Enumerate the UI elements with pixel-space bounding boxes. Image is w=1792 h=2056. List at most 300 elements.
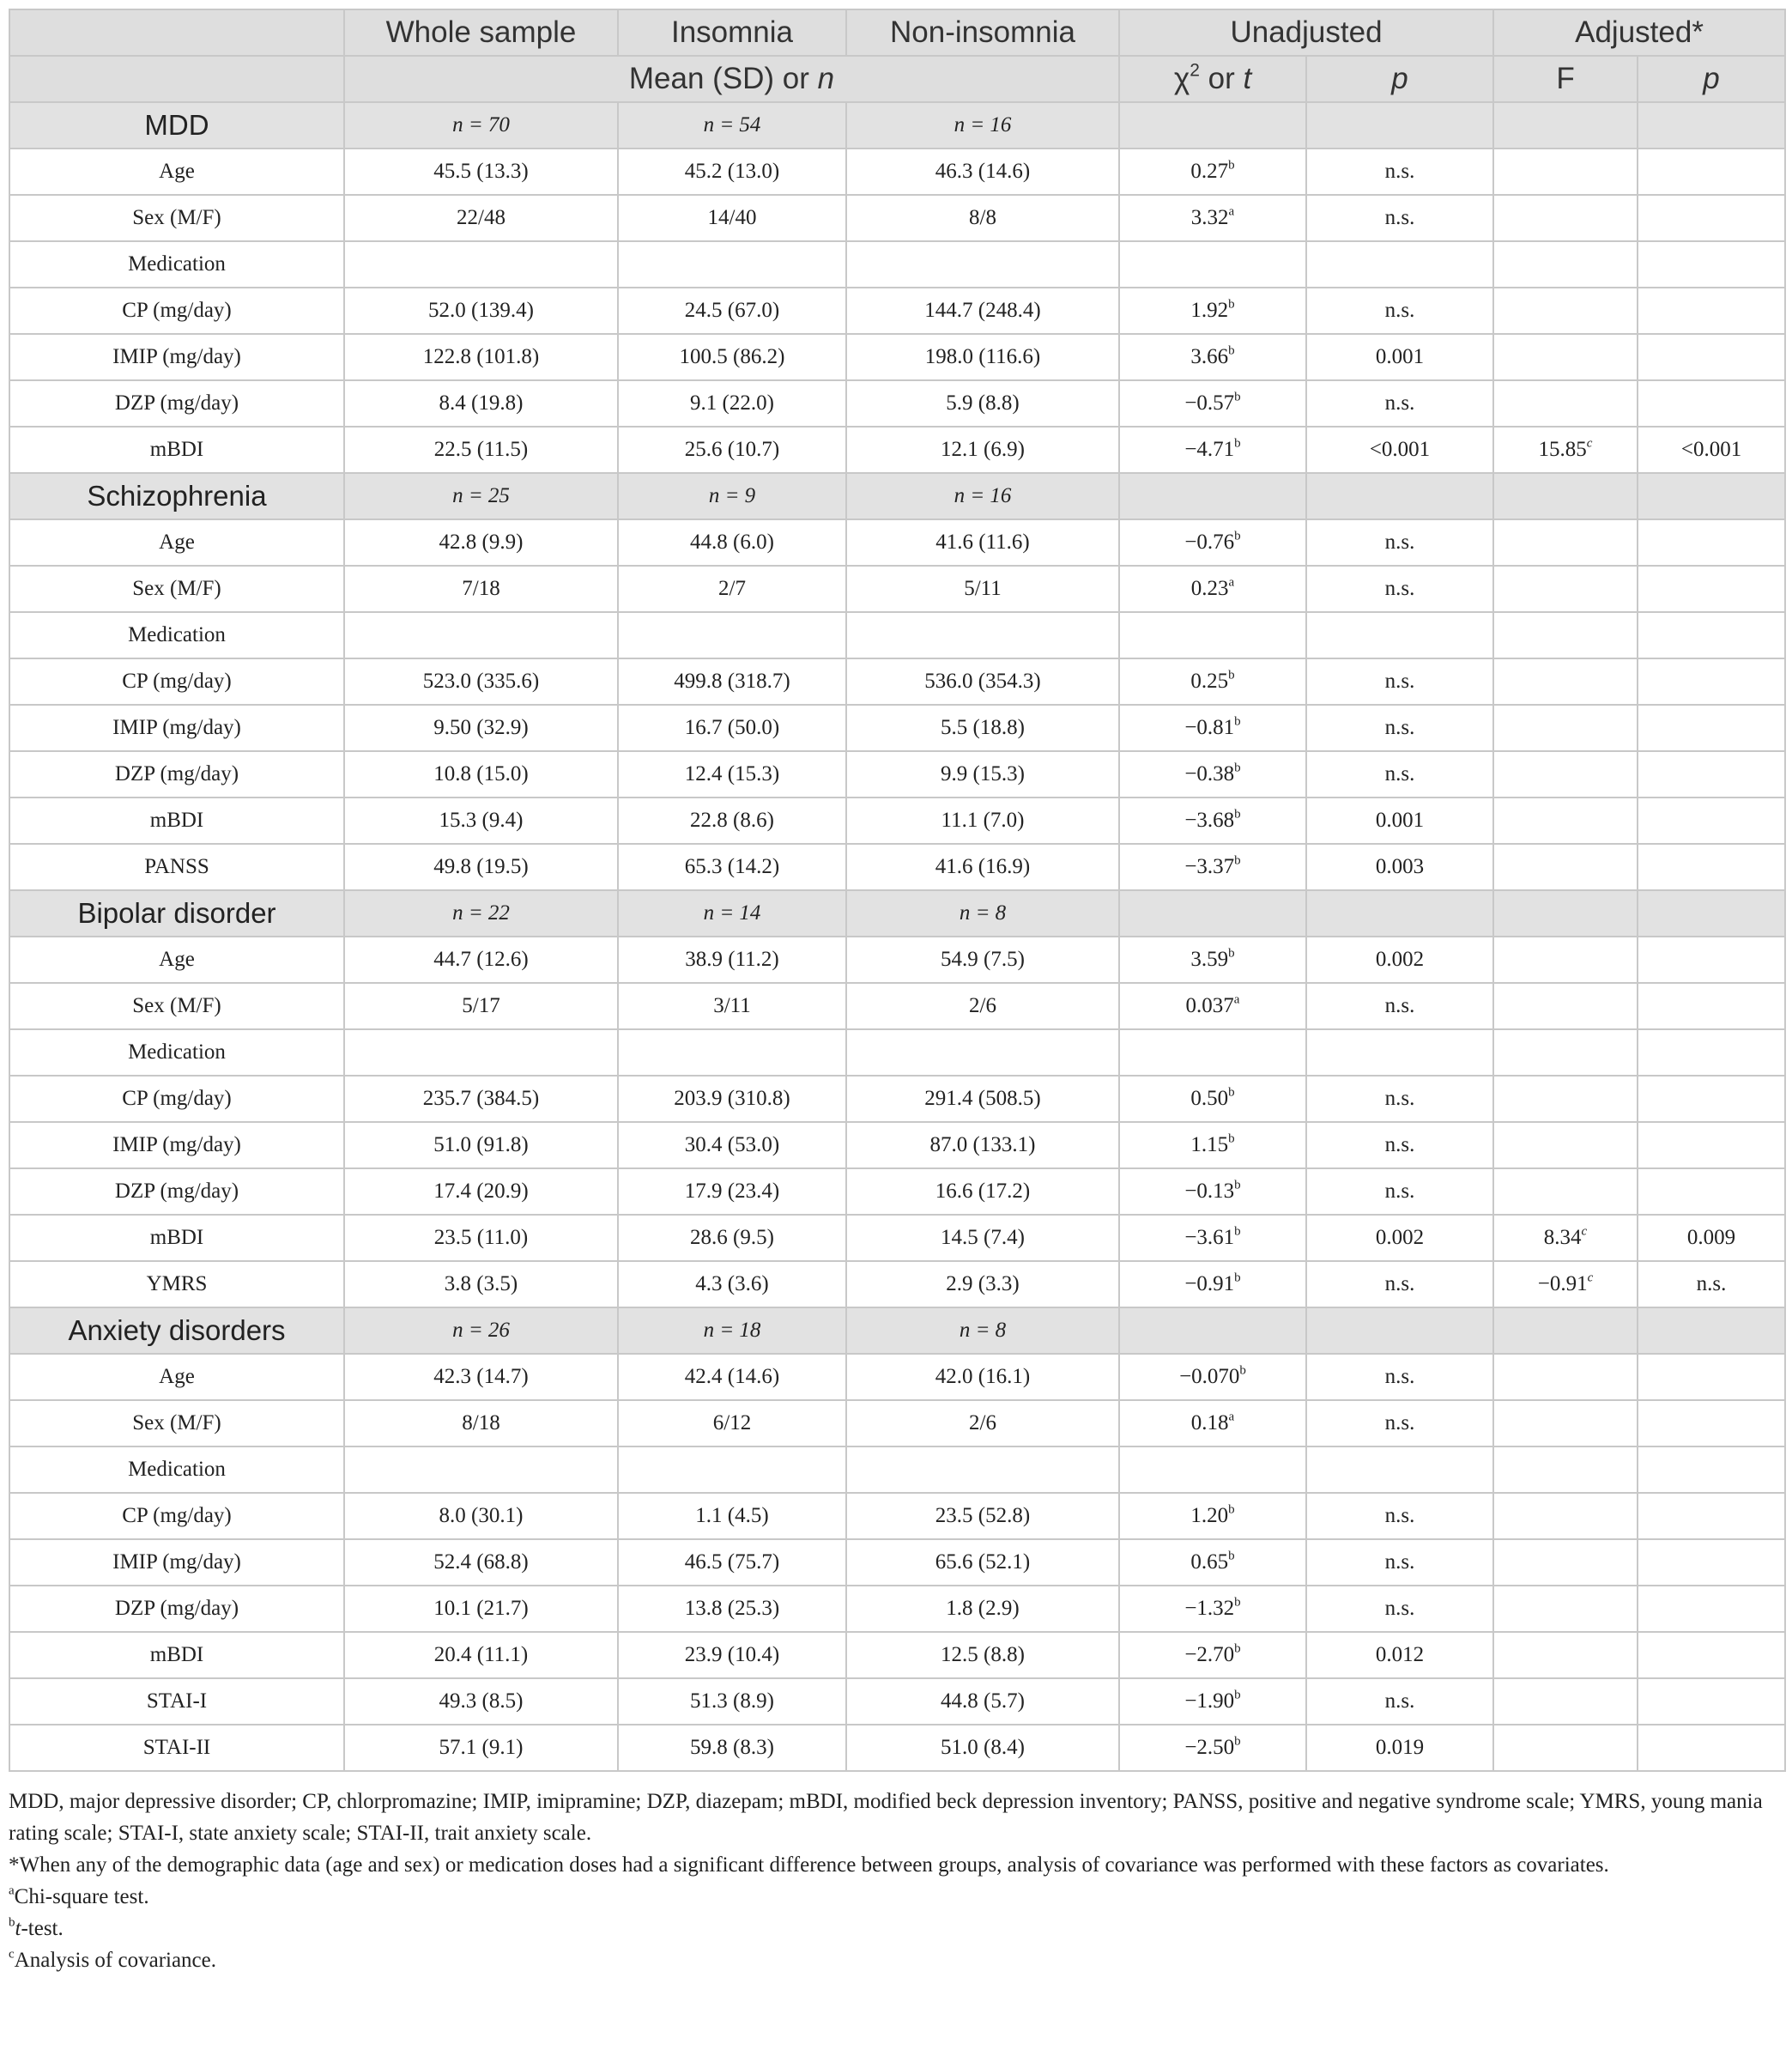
stat-marker: a — [1228, 575, 1235, 590]
p-adjusted-cell — [1638, 1678, 1785, 1725]
value-cell: 4.3 (3.6) — [618, 1261, 846, 1307]
empty-cell — [1306, 473, 1493, 519]
table-row — [9, 751, 1785, 798]
stat-value: −0.76 — [1184, 531, 1235, 554]
footnote-a-text: Chi-square test. — [14, 1885, 149, 1908]
row-label: CP (mg/day) — [9, 1493, 344, 1539]
stat-marker: b — [1234, 807, 1241, 822]
section-n: n = 14 — [703, 901, 761, 925]
row-label: STAI-II — [9, 1725, 344, 1771]
stat-cell — [1119, 1493, 1306, 1539]
stat-value: 0.50 — [1190, 1087, 1229, 1110]
table-row — [9, 380, 1785, 427]
p-adjusted-cell — [1638, 288, 1785, 334]
row-label: Age — [9, 149, 344, 195]
stat-value: 0.25 — [1190, 670, 1229, 693]
row-label: Age — [9, 937, 344, 983]
section-n: n = 54 — [703, 113, 761, 136]
header-p-adjusted — [1638, 56, 1785, 102]
results-table — [9, 9, 1786, 1772]
stat-marker: a — [1233, 992, 1240, 1007]
p-adjusted-cell — [1638, 1725, 1785, 1771]
stat-cell — [1119, 1446, 1306, 1493]
f-marker — [1588, 1271, 1594, 1285]
stat-value: −0.13 — [1184, 1180, 1235, 1203]
table-row — [9, 427, 1785, 473]
stat-marker: b — [1228, 668, 1235, 682]
p-adjusted-cell — [1638, 195, 1785, 241]
table-row — [9, 566, 1785, 612]
p-adjusted-cell — [1638, 1493, 1785, 1539]
p-cell: n.s. — [1306, 566, 1493, 612]
row-label: Sex (M/F) — [9, 195, 344, 241]
p-adjusted-cell — [1638, 798, 1785, 844]
value-cell: 41.6 (11.6) — [846, 519, 1119, 566]
row-label: mBDI — [9, 798, 344, 844]
p-adjusted-cell — [1638, 1539, 1785, 1586]
value-cell: 291.4 (508.5) — [846, 1076, 1119, 1122]
empty-cell — [1119, 890, 1306, 937]
value-cell: 16.6 (17.2) — [846, 1168, 1119, 1215]
p-adjusted-cell — [1638, 751, 1785, 798]
row-label: Medication — [9, 612, 344, 658]
footnote-b-text: -test. — [21, 1917, 64, 1940]
row-label: DZP (mg/day) — [9, 1586, 344, 1632]
stat-marker: b — [1234, 714, 1241, 729]
p-cell — [1306, 241, 1493, 288]
header-whole-sample: Whole sample — [344, 9, 618, 56]
p-cell: n.s. — [1306, 983, 1493, 1029]
header-chi-sup: 2 — [1190, 60, 1200, 81]
empty-cell — [1119, 102, 1306, 149]
stat-marker: b — [1239, 1363, 1246, 1378]
f-marker — [1582, 1225, 1588, 1239]
value-cell: 44.8 (6.0) — [618, 519, 846, 566]
stat-cell — [1119, 844, 1306, 890]
value-cell: 11.1 (7.0) — [846, 798, 1119, 844]
value-cell — [344, 612, 618, 658]
f-cell — [1493, 1725, 1638, 1771]
f-value: 15.85 — [1538, 438, 1587, 461]
f-cell — [1493, 1400, 1638, 1446]
table-row — [9, 1493, 1785, 1539]
f-cell — [1493, 1168, 1638, 1215]
f-cell — [1493, 380, 1638, 427]
stat-value: −1.90 — [1184, 1689, 1235, 1713]
p-cell: 0.012 — [1306, 1632, 1493, 1678]
header-adjusted: Adjusted* — [1493, 9, 1785, 56]
section-row — [9, 1307, 1785, 1354]
section-n-cell — [846, 102, 1119, 149]
value-cell: 100.5 (86.2) — [618, 334, 846, 380]
table-row — [9, 519, 1785, 566]
value-cell — [618, 1446, 846, 1493]
row-label: mBDI — [9, 427, 344, 473]
f-cell — [1493, 983, 1638, 1029]
value-cell: 65.3 (14.2) — [618, 844, 846, 890]
stat-cell — [1119, 1261, 1306, 1307]
table-row — [9, 1725, 1785, 1771]
empty-cell — [1493, 102, 1638, 149]
f-cell — [1493, 1261, 1638, 1307]
value-cell: 523.0 (335.6) — [344, 658, 618, 705]
value-cell: 20.4 (11.1) — [344, 1632, 618, 1678]
section-n-cell — [344, 102, 618, 149]
f-cell — [1493, 1076, 1638, 1122]
section-n-cell — [618, 1307, 846, 1354]
value-cell: 45.2 (13.0) — [618, 149, 846, 195]
stat-cell — [1119, 937, 1306, 983]
table-row — [9, 983, 1785, 1029]
f-cell — [1493, 519, 1638, 566]
value-cell — [846, 1446, 1119, 1493]
section-n: n = 16 — [954, 113, 1012, 136]
value-cell: 44.7 (12.6) — [344, 937, 618, 983]
stat-marker: b — [1234, 1641, 1241, 1656]
stat-value: 3.59 — [1190, 948, 1229, 971]
header-row-2 — [9, 56, 1785, 102]
value-cell — [846, 241, 1119, 288]
table-row — [9, 1029, 1785, 1076]
p-cell: n.s. — [1306, 658, 1493, 705]
value-cell: 51.0 (91.8) — [344, 1122, 618, 1168]
table-row — [9, 1354, 1785, 1400]
table-row — [9, 612, 1785, 658]
stat-marker: b — [1234, 1224, 1241, 1239]
value-cell: 3/11 — [618, 983, 846, 1029]
f-cell — [1493, 1354, 1638, 1400]
p-cell — [1306, 1029, 1493, 1076]
value-cell — [846, 612, 1119, 658]
f-cell — [1493, 149, 1638, 195]
value-cell — [344, 1029, 618, 1076]
p-adjusted-cell — [1638, 334, 1785, 380]
value-cell: 42.3 (14.7) — [344, 1354, 618, 1400]
header-p-unadjusted — [1306, 56, 1493, 102]
table-row — [9, 705, 1785, 751]
value-cell: 87.0 (133.1) — [846, 1122, 1119, 1168]
footnote-c-mark: c — [9, 1947, 15, 1962]
p-adjusted-cell — [1638, 1168, 1785, 1215]
table-row — [9, 1632, 1785, 1678]
stat-value: 1.15 — [1190, 1133, 1229, 1156]
section-n: n = 9 — [708, 484, 756, 507]
table-row — [9, 149, 1785, 195]
p-cell: 0.001 — [1306, 798, 1493, 844]
row-label: mBDI — [9, 1632, 344, 1678]
header-chi: χ — [1173, 62, 1190, 95]
stat-marker: a — [1228, 1410, 1235, 1424]
value-cell: 2.9 (3.3) — [846, 1261, 1119, 1307]
header-mean-text: Mean (SD) or — [628, 62, 818, 95]
stat-value: 3.32 — [1190, 206, 1229, 229]
table-row — [9, 334, 1785, 380]
p-cell: n.s. — [1306, 1400, 1493, 1446]
stat-marker: a — [1228, 204, 1235, 219]
stat-value: −3.37 — [1184, 855, 1235, 878]
table-body — [9, 102, 1785, 1771]
f-cell — [1493, 1122, 1638, 1168]
p-cell: n.s. — [1306, 1493, 1493, 1539]
row-label: IMIP (mg/day) — [9, 1539, 344, 1586]
p-cell: n.s. — [1306, 1678, 1493, 1725]
value-cell: 52.4 (68.8) — [344, 1539, 618, 1586]
section-title: MDD — [9, 102, 344, 149]
stat-marker: b — [1228, 297, 1235, 312]
footnote-b — [9, 1913, 1784, 1944]
stat-cell — [1119, 1029, 1306, 1076]
value-cell: 16.7 (50.0) — [618, 705, 846, 751]
value-cell: 44.8 (5.7) — [846, 1678, 1119, 1725]
header-mean-n: n — [817, 62, 835, 95]
stat-cell — [1119, 798, 1306, 844]
header-chi-or: or — [1199, 62, 1244, 95]
value-cell: 51.0 (8.4) — [846, 1725, 1119, 1771]
stat-marker: b — [1228, 1502, 1235, 1517]
f-marker-text: c — [1581, 1224, 1588, 1239]
section-n: n = 8 — [959, 1319, 1007, 1342]
value-cell: 14/40 — [618, 195, 846, 241]
row-label: DZP (mg/day) — [9, 1168, 344, 1215]
table-row — [9, 1122, 1785, 1168]
f-cell — [1493, 798, 1638, 844]
value-cell — [344, 241, 618, 288]
header-p-adjusted-text: p — [1703, 62, 1720, 95]
p-cell: n.s. — [1306, 705, 1493, 751]
section-row — [9, 473, 1785, 519]
f-marker — [1587, 437, 1593, 451]
f-cell — [1493, 241, 1638, 288]
table-row — [9, 1400, 1785, 1446]
stat-value: 3.66 — [1190, 345, 1229, 368]
p-adjusted-cell — [1638, 566, 1785, 612]
header-insomnia: Insomnia — [618, 9, 846, 56]
stat-value: 1.92 — [1190, 299, 1229, 322]
p-cell — [1306, 612, 1493, 658]
value-cell: 2/6 — [846, 983, 1119, 1029]
row-label: Medication — [9, 1029, 344, 1076]
stat-value: 1.20 — [1190, 1504, 1229, 1527]
stat-marker: b — [1234, 761, 1241, 775]
table-row — [9, 241, 1785, 288]
value-cell: 23.9 (10.4) — [618, 1632, 846, 1678]
value-cell: 65.6 (52.1) — [846, 1539, 1119, 1586]
value-cell: 51.3 (8.9) — [618, 1678, 846, 1725]
p-cell: 0.003 — [1306, 844, 1493, 890]
value-cell — [618, 241, 846, 288]
section-n-cell — [846, 1307, 1119, 1354]
empty-cell — [1638, 1307, 1785, 1354]
table-footnotes — [9, 1786, 1784, 1976]
value-cell: 59.8 (8.3) — [618, 1725, 846, 1771]
value-cell: 54.9 (7.5) — [846, 937, 1119, 983]
value-cell: 198.0 (116.6) — [846, 334, 1119, 380]
p-cell: n.s. — [1306, 380, 1493, 427]
stat-value: 0.23 — [1190, 577, 1229, 600]
value-cell: 1.8 (2.9) — [846, 1586, 1119, 1632]
empty-cell — [1493, 890, 1638, 937]
p-cell — [1306, 1446, 1493, 1493]
row-label: Medication — [9, 241, 344, 288]
stat-marker: b — [1234, 1595, 1241, 1610]
p-cell: 0.002 — [1306, 937, 1493, 983]
value-cell: 23.5 (11.0) — [344, 1215, 618, 1261]
f-cell — [1493, 705, 1638, 751]
f-cell — [1493, 1632, 1638, 1678]
value-cell: 46.3 (14.6) — [846, 149, 1119, 195]
empty-cell — [1493, 1307, 1638, 1354]
value-cell: 499.8 (318.7) — [618, 658, 846, 705]
table-row — [9, 844, 1785, 890]
p-adjusted-cell — [1638, 380, 1785, 427]
section-n: n = 25 — [452, 484, 510, 507]
table-row — [9, 1678, 1785, 1725]
p-adjusted-cell — [1638, 983, 1785, 1029]
section-n: n = 70 — [452, 113, 510, 136]
value-cell: 57.1 (9.1) — [344, 1725, 618, 1771]
section-n: n = 22 — [452, 901, 510, 925]
stat-marker: b — [1234, 1178, 1241, 1192]
value-cell: 536.0 (354.3) — [846, 658, 1119, 705]
value-cell: 14.5 (7.4) — [846, 1215, 1119, 1261]
stat-cell — [1119, 380, 1306, 427]
header-f: F — [1493, 56, 1638, 102]
value-cell: 22/48 — [344, 195, 618, 241]
row-label: CP (mg/day) — [9, 658, 344, 705]
stat-value: −2.70 — [1184, 1643, 1235, 1666]
p-cell: 0.001 — [1306, 334, 1493, 380]
empty-cell — [1493, 473, 1638, 519]
value-cell: 17.9 (23.4) — [618, 1168, 846, 1215]
empty-cell — [1119, 1307, 1306, 1354]
section-n-cell — [344, 1307, 618, 1354]
stat-marker: b — [1228, 158, 1235, 173]
value-cell: 15.3 (9.4) — [344, 798, 618, 844]
stat-cell — [1119, 195, 1306, 241]
f-cell — [1493, 1029, 1638, 1076]
p-adjusted-cell — [1638, 1122, 1785, 1168]
p-adjusted-cell — [1638, 1446, 1785, 1493]
p-adjusted-cell: n.s. — [1638, 1261, 1785, 1307]
value-cell: 12.1 (6.9) — [846, 427, 1119, 473]
stat-cell — [1119, 519, 1306, 566]
f-cell — [1493, 1446, 1638, 1493]
footnote-a — [9, 1881, 1784, 1913]
table-row — [9, 1446, 1785, 1493]
value-cell: 1.1 (4.5) — [618, 1493, 846, 1539]
p-adjusted-cell — [1638, 844, 1785, 890]
section-n: n = 8 — [959, 901, 1007, 925]
value-cell: 12.4 (15.3) — [618, 751, 846, 798]
footnote-c — [9, 1944, 1784, 1976]
value-cell: 10.8 (15.0) — [344, 751, 618, 798]
value-cell: 24.5 (67.0) — [618, 288, 846, 334]
row-label: Medication — [9, 1446, 344, 1493]
section-row — [9, 890, 1785, 937]
header-cell-empty-2 — [9, 56, 344, 102]
p-adjusted-cell — [1638, 1354, 1785, 1400]
value-cell — [344, 1446, 618, 1493]
section-title: Anxiety disorders — [9, 1307, 344, 1354]
row-label: mBDI — [9, 1215, 344, 1261]
stat-cell — [1119, 1586, 1306, 1632]
value-cell: 203.9 (310.8) — [618, 1076, 846, 1122]
row-label: STAI-I — [9, 1678, 344, 1725]
value-cell: 12.5 (8.8) — [846, 1632, 1119, 1678]
stat-marker: b — [1228, 1549, 1235, 1563]
row-label: Sex (M/F) — [9, 1400, 344, 1446]
empty-cell — [1119, 473, 1306, 519]
value-cell: 49.3 (8.5) — [344, 1678, 618, 1725]
section-n-cell — [618, 473, 846, 519]
stat-value: 0.65 — [1190, 1550, 1229, 1574]
stat-value: −4.71 — [1184, 438, 1235, 461]
value-cell: 49.8 (19.5) — [344, 844, 618, 890]
p-cell: 0.002 — [1306, 1215, 1493, 1261]
row-label: IMIP (mg/day) — [9, 705, 344, 751]
p-adjusted-cell — [1638, 658, 1785, 705]
f-cell — [1493, 195, 1638, 241]
f-value: 8.34 — [1543, 1226, 1582, 1249]
value-cell: 8.0 (30.1) — [344, 1493, 618, 1539]
p-adjusted-cell — [1638, 1632, 1785, 1678]
stat-cell — [1119, 705, 1306, 751]
stat-cell — [1119, 288, 1306, 334]
table-row — [9, 1261, 1785, 1307]
f-value: −0.91 — [1537, 1272, 1588, 1295]
p-adjusted-cell — [1638, 612, 1785, 658]
f-cell — [1493, 658, 1638, 705]
stat-cell — [1119, 1215, 1306, 1261]
stat-cell — [1119, 1122, 1306, 1168]
header-mean-sd — [344, 56, 1119, 102]
table-row — [9, 658, 1785, 705]
stat-value: −3.68 — [1184, 809, 1235, 832]
p-cell: <0.001 — [1306, 427, 1493, 473]
value-cell: 46.5 (75.7) — [618, 1539, 846, 1586]
p-cell: n.s. — [1306, 1586, 1493, 1632]
stat-cell — [1119, 1400, 1306, 1446]
value-cell: 41.6 (16.9) — [846, 844, 1119, 890]
stat-cell — [1119, 658, 1306, 705]
stat-value: −0.81 — [1184, 716, 1235, 739]
row-label: YMRS — [9, 1261, 344, 1307]
f-cell — [1493, 1493, 1638, 1539]
section-n-cell — [846, 473, 1119, 519]
stat-value: −0.91 — [1184, 1272, 1235, 1295]
table-row — [9, 195, 1785, 241]
table-row — [9, 1076, 1785, 1122]
value-cell: 8.4 (19.8) — [344, 380, 618, 427]
row-label: DZP (mg/day) — [9, 751, 344, 798]
header-row-1 — [9, 9, 1785, 56]
value-cell: 5/17 — [344, 983, 618, 1029]
p-cell: 0.019 — [1306, 1725, 1493, 1771]
value-cell: 38.9 (11.2) — [618, 937, 846, 983]
table-row — [9, 288, 1785, 334]
value-cell: 9.50 (32.9) — [344, 705, 618, 751]
stat-value: −0.38 — [1184, 762, 1235, 785]
section-n-cell — [618, 890, 846, 937]
value-cell: 42.0 (16.1) — [846, 1354, 1119, 1400]
f-cell — [1493, 334, 1638, 380]
stat-cell — [1119, 1539, 1306, 1586]
p-cell: n.s. — [1306, 1168, 1493, 1215]
empty-cell — [1306, 102, 1493, 149]
stat-value: −0.070 — [1179, 1365, 1240, 1388]
table-row — [9, 1168, 1785, 1215]
f-cell — [1493, 1678, 1638, 1725]
